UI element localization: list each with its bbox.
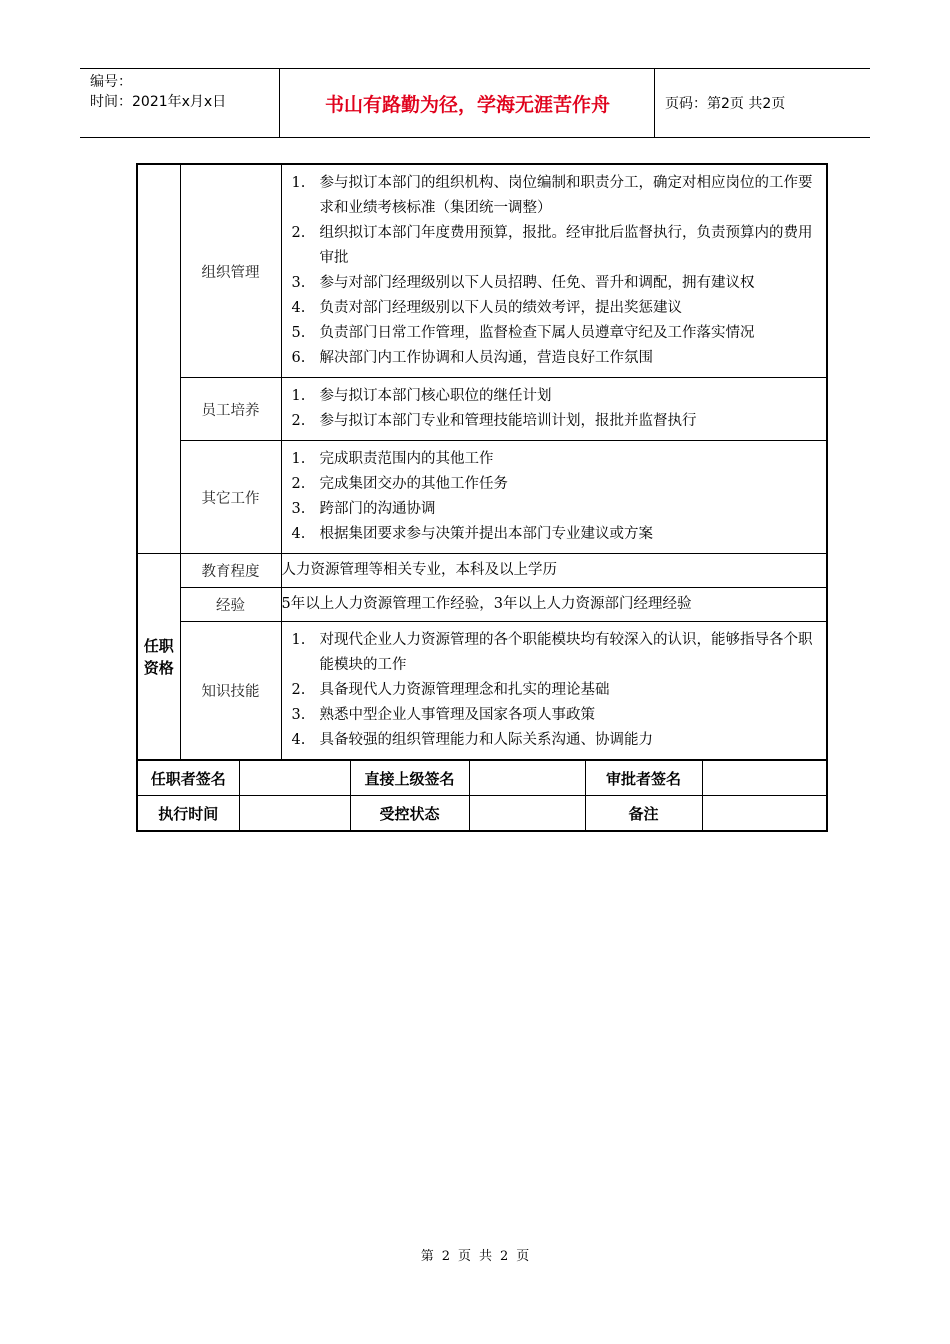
remarks-field[interactable] (702, 796, 826, 831)
list-item: 3. 跨部门的沟通协调 (291, 501, 436, 517)
other-label: 其它工作 (180, 441, 281, 554)
experience-label: 经验 (180, 588, 281, 622)
list-item: 4. 负责对部门经理级别以下人员的绩效考评，提出奖惩建议 (291, 300, 682, 316)
skills-label: 知识技能 (180, 622, 281, 760)
list-item: 1. 完成职责范围内的其他工作 (291, 451, 494, 467)
holder-signature-label: 任职者签名 (138, 761, 239, 796)
table-row (138, 796, 826, 831)
control-status-label: 受控状态 (350, 796, 469, 831)
org-mgmt-content (281, 164, 827, 378)
footer-page-number: 2 (441, 1249, 450, 1264)
approver-signature-label: 审批者签名 (585, 761, 702, 796)
table-row (137, 164, 827, 378)
table-row (137, 378, 827, 441)
holder-signature-field[interactable] (239, 761, 350, 796)
education-label: 教育程度 (180, 554, 281, 588)
table-row (137, 622, 827, 760)
training-list (282, 378, 827, 440)
header-meta (80, 69, 280, 137)
qualification-group-label: 任职 资格 (137, 554, 180, 760)
duties-group-cell (137, 164, 180, 554)
list-item: 1. 参与拟订本部门的组织机构、岗位编制和职责分工，确定对相应岗位的工作要求和业绩考核标准（集团统一调整） (291, 175, 813, 216)
list-item: 2. 组织拟订本部门年度费用预算，报批。经审批后监督执行，负责预算内的费用审批 (291, 225, 813, 266)
document-header (80, 68, 870, 138)
list-item: 1. 对现代企业人力资源管理的各个职能模块均有较深入的认识，能够指导各个职能模块的工作 (291, 632, 813, 673)
list-item: 1. 参与拟订本部门核心职位的继任计划 (291, 388, 552, 404)
approver-signature-field[interactable] (702, 761, 826, 796)
header-motto: 书山有路勤为径，学海无涯苦作舟 (281, 69, 655, 137)
number-label: 编号： (90, 74, 132, 90)
list-item: 6. 解决部门内工作协调和人员沟通，营造良好工作氛围 (291, 350, 653, 366)
experience-value: 5年以上人力资源管理工作经验，3年以上人力资源部门经理经验 (281, 588, 827, 622)
page-footer: 第 2 页 共 2 页 (420, 1249, 530, 1264)
skills-list (282, 622, 827, 759)
list-item: 2. 参与拟订本部门专业和管理技能培训计划，报批并监督执行 (291, 413, 697, 429)
list-item: 4. 根据集团要求参与决策并提出本部门专业建议或方案 (291, 526, 653, 542)
list-item: 4. 具备较强的组织管理能力和人际关系沟通、协调能力 (291, 732, 653, 748)
list-item: 2. 完成集团交办的其他工作任务 (291, 476, 508, 492)
table-row (137, 441, 827, 554)
skills-content (281, 622, 827, 760)
org-mgmt-label: 组织管理 (180, 164, 281, 378)
time-label: 时间：2021年x月x日 (90, 94, 227, 110)
training-content (281, 378, 827, 441)
education-value: 人力资源管理等相关专业，本科及以上学历 (281, 554, 827, 588)
list-item: 3. 参与对部门经理级别以下人员招聘、任免、晋升和调配，拥有建议权 (291, 275, 755, 291)
list-item: 2. 具备现代人力资源管理理念和扎实的理论基础 (291, 682, 610, 698)
org-mgmt-list (282, 165, 827, 377)
header-page-label: 页码：第2页 共2页 (665, 96, 786, 112)
superior-signature-field[interactable] (469, 761, 585, 796)
table-row (138, 761, 826, 796)
table-row (137, 554, 827, 588)
exec-time-label: 执行时间 (138, 796, 239, 831)
other-content (281, 441, 827, 554)
signature-table (138, 760, 826, 830)
job-description-table (136, 163, 828, 832)
exec-time-field[interactable] (239, 796, 350, 831)
control-status-field[interactable] (469, 796, 585, 831)
other-list (282, 441, 827, 553)
footer-total-pages: 2 (500, 1249, 509, 1264)
table-row (137, 588, 827, 622)
signature-row-container (137, 760, 827, 832)
list-item: 3. 熟悉中型企业人事管理及国家各项人事政策 (291, 707, 595, 723)
remarks-label: 备注 (585, 796, 702, 831)
list-item: 5. 负责部门日常工作管理，监督检查下属人员遵章守纪及工作落实情况 (291, 325, 755, 341)
superior-signature-label: 直接上级签名 (350, 761, 469, 796)
training-label: 员工培养 (180, 378, 281, 441)
